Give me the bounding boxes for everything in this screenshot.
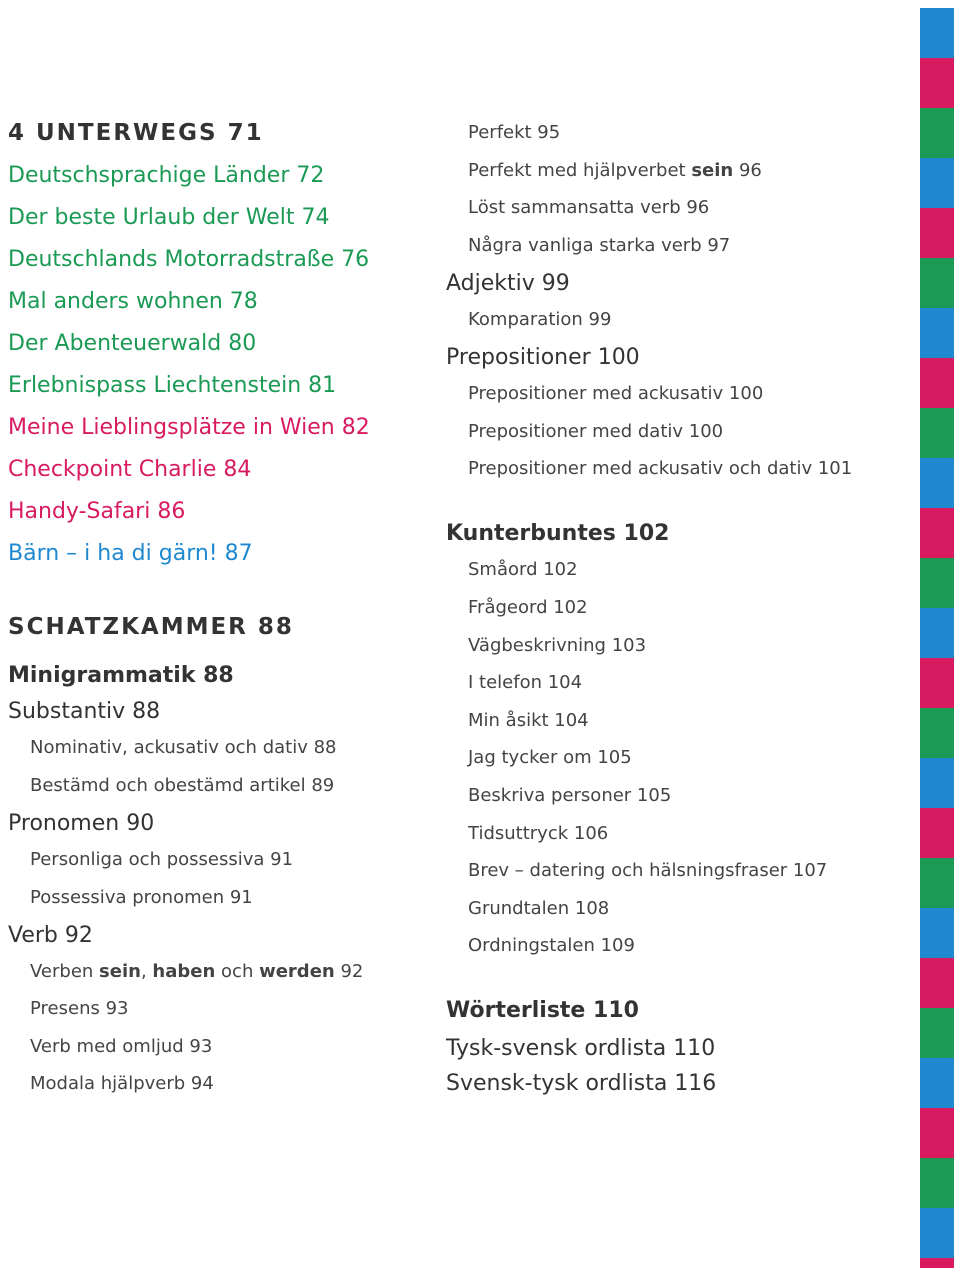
heading-minigrammatik[interactable]: Minigrammatik 88 xyxy=(8,663,234,688)
toc-sub-entry[interactable]: Prepositioner med ackusativ och dativ 101 xyxy=(468,458,853,479)
chapter-entry[interactable]: Checkpoint Charlie 84 xyxy=(8,457,252,482)
heading-svensk-tysk[interactable]: Svensk-tysk ordlista 116 xyxy=(446,1071,717,1096)
stripe-segment xyxy=(920,1008,954,1058)
stripe-segment xyxy=(920,408,954,458)
verben-werden: werden xyxy=(259,961,335,982)
stripe-segment xyxy=(920,258,954,308)
stripe-segment xyxy=(920,608,954,658)
toc-sub-entry[interactable]: Bestämd och obestämd artikel 89 xyxy=(30,775,335,796)
heading-prepositioner[interactable]: Prepositioner 100 xyxy=(446,345,640,370)
stripe-segment xyxy=(920,458,954,508)
heading-worterliste[interactable]: Wörterliste 110 xyxy=(446,998,639,1023)
toc-sub-entry-verben[interactable] xyxy=(30,961,363,982)
toc-sub-entry[interactable]: Vägbeskrivning 103 xyxy=(468,635,647,656)
stripe-segment xyxy=(920,1058,954,1108)
toc-sub-entry[interactable]: Nominativ, ackusativ och dativ 88 xyxy=(30,737,337,758)
stripe-segment xyxy=(920,508,954,558)
stripe-segment xyxy=(920,558,954,608)
toc-sub-entry[interactable]: Grundtalen 108 xyxy=(468,898,610,919)
heading-pronomen[interactable]: Pronomen 90 xyxy=(8,811,155,836)
toc-sub-entry[interactable]: Några vanliga starka verb 97 xyxy=(468,235,731,256)
heading-adjektiv[interactable]: Adjektiv 99 xyxy=(446,271,570,296)
toc-sub-entry[interactable]: Löst sammansatta verb 96 xyxy=(468,197,710,218)
toc-sub-entry[interactable]: Småord 102 xyxy=(468,559,578,580)
chapter-entry[interactable]: Meine Lieblingsplätze in Wien 82 xyxy=(8,415,370,440)
stripe-segment xyxy=(920,308,954,358)
toc-sub-entry[interactable]: Tidsuttryck 106 xyxy=(468,823,609,844)
chapter-entry[interactable]: Handy-Safari 86 xyxy=(8,499,186,524)
verben-och: och xyxy=(221,961,254,982)
stripe-segment xyxy=(920,108,954,158)
heading-tysk-svensk[interactable]: Tysk-svensk ordlista 110 xyxy=(446,1036,716,1061)
stripe-segment xyxy=(920,708,954,758)
verben-sein: sein xyxy=(99,961,141,982)
toc-sub-entry[interactable]: Modala hjälpverb 94 xyxy=(30,1073,214,1094)
stripe-segment xyxy=(920,1158,954,1208)
chapter-entry[interactable]: Erlebnispass Liechtenstein 81 xyxy=(8,373,337,398)
toc-sub-entry[interactable]: Prepositioner med ackusativ 100 xyxy=(468,383,764,404)
toc-sub-entry[interactable]: Beskriva personer 105 xyxy=(468,785,672,806)
toc-sub-entry[interactable]: Prepositioner med dativ 100 xyxy=(468,421,724,442)
toc-sub-entry[interactable]: Frågeord 102 xyxy=(468,597,588,618)
toc-sub-entry[interactable]: Min åsikt 104 xyxy=(468,710,589,731)
stripe-segment xyxy=(920,758,954,808)
chapter-entry[interactable]: Bärn – i ha di gärn! 87 xyxy=(8,541,253,566)
toc-sub-entry[interactable]: Possessiva pronomen 91 xyxy=(30,887,253,908)
verben-page: 92 xyxy=(340,961,364,982)
chapter-entry[interactable]: Mal anders wohnen 78 xyxy=(8,289,258,314)
chapter-entry[interactable]: Der Abenteuerwald 80 xyxy=(8,331,257,356)
chapter-entry[interactable]: Der beste Urlaub der Welt 74 xyxy=(8,205,330,230)
toc-sub-entry[interactable]: Verb med omljud 93 xyxy=(30,1036,213,1057)
verben-text: Verben xyxy=(30,961,94,982)
stripe-segment xyxy=(920,858,954,908)
stripe-segment xyxy=(920,658,954,708)
toc-sub-entry[interactable]: Jag tycker om 105 xyxy=(468,747,632,768)
heading-substantiv[interactable]: Substantiv 88 xyxy=(8,699,161,724)
chapter-entry[interactable]: Deutschlands Motorradstraße 76 xyxy=(8,247,370,272)
verben-haben: haben xyxy=(152,961,216,982)
stripe-segment xyxy=(920,58,954,108)
perfekt-sein-text: Perfekt med hjälpverbet xyxy=(468,160,686,181)
stripe-segment xyxy=(920,1108,954,1158)
heading-verb[interactable]: Verb 92 xyxy=(8,923,93,948)
stripe-segment xyxy=(920,8,954,58)
stripe-segment xyxy=(920,208,954,258)
toc-sub-entry[interactable]: Brev – datering och hälsningsfraser 107 xyxy=(468,860,828,881)
stripe-segment xyxy=(920,1208,954,1258)
section-title-schatzkammer: SCHATZKAMMER 88 xyxy=(8,614,294,640)
stripe-segment xyxy=(920,958,954,1008)
stripe-segment xyxy=(920,158,954,208)
stripe-segment xyxy=(920,808,954,858)
perfekt-sein-page: 96 xyxy=(738,160,762,181)
toc-sub-entry[interactable]: Ordningstalen 109 xyxy=(468,935,635,956)
perfekt-sein-bold: sein xyxy=(691,160,734,181)
toc-sub-entry[interactable]: I telefon 104 xyxy=(468,672,583,693)
stripe-segment xyxy=(920,1258,954,1268)
toc-sub-entry[interactable]: Presens 93 xyxy=(30,998,129,1019)
chapter-entry[interactable]: Deutschsprachige Länder 72 xyxy=(8,163,325,188)
toc-sub-entry[interactable]: Personliga och possessiva 91 xyxy=(30,849,294,870)
heading-kunterbuntes[interactable]: Kunterbuntes 102 xyxy=(446,521,670,546)
stripe-segment xyxy=(920,358,954,408)
toc-sub-entry[interactable]: Perfekt 95 xyxy=(468,122,561,143)
stripe-segment xyxy=(920,908,954,958)
section-title-unterwegs: 4 UNTERWEGS 71 xyxy=(8,120,264,146)
verben-comma: , xyxy=(140,961,147,982)
toc-sub-entry[interactable]: Komparation 99 xyxy=(468,309,612,330)
toc-sub-entry-perfekt-sein[interactable] xyxy=(468,160,762,181)
